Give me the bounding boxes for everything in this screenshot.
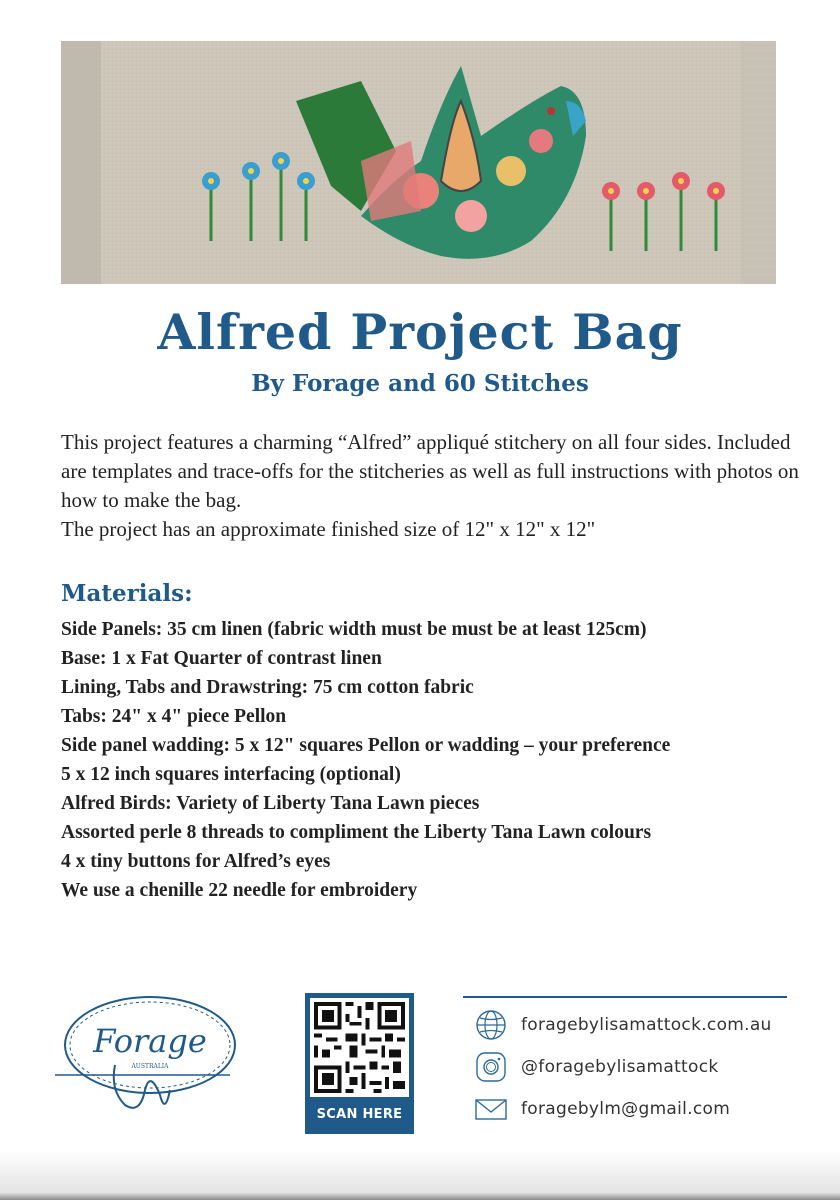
list-item: Side Panels: 35 cm linen (fabric width must be must be at least 125cm)	[61, 619, 647, 640]
list-item: We use a chenille 22 needle for embroidery	[61, 880, 418, 901]
list-item: Tabs: 24" x 4" piece Pellon	[61, 706, 287, 727]
list-item: Side panel wadding: 5 x 12" squares Pellon or wadding – your preference	[61, 735, 671, 756]
website-link[interactable]: foragebylisamattock.com.au	[521, 1015, 772, 1035]
qr-label: SCAN HERE	[316, 1107, 403, 1122]
qr-image	[310, 998, 409, 1097]
list-item: 4 x tiny buttons for Alfred’s eyes	[61, 851, 331, 872]
page-bottom-edge	[0, 1150, 840, 1200]
mail-icon	[474, 1092, 508, 1126]
materials-list	[61, 615, 821, 905]
contact-email[interactable]	[474, 1092, 804, 1126]
logo-text: Forage	[93, 1022, 207, 1060]
intro-size-line: The project has an approximate finished size of 12" x 12" x 12"	[61, 517, 596, 541]
logo-subtext: AUSTRALIA	[131, 1063, 169, 1070]
page-title: Alfred Project Bag	[157, 303, 683, 361]
list-item: Assorted perle 8 threads to compliment the Liberty Tana Lawn colours	[61, 822, 652, 843]
forage-logo	[50, 990, 250, 1120]
contact-website[interactable]	[474, 1008, 804, 1042]
page-subtitle: By Forage and 60 Stitches	[251, 370, 589, 397]
instagram-handle[interactable]: @foragebylisamattock	[521, 1057, 719, 1077]
project-photo	[61, 41, 776, 284]
globe-icon	[474, 1008, 508, 1042]
list-item: Lining, Tabs and Drawstring: 75 cm cotton fabric	[61, 677, 474, 698]
list-item: Base: 1 x Fat Quarter of contrast linen	[61, 648, 382, 669]
list-item: 5 x 12 inch squares interfacing (optional)	[61, 764, 401, 785]
materials-heading: Materials:	[61, 580, 193, 607]
contact-divider	[463, 996, 787, 998]
list-item: Alfred Birds: Variety of Liberty Tana Lawn pieces	[61, 793, 480, 814]
instagram-icon	[474, 1050, 508, 1084]
intro-text	[61, 428, 806, 544]
contact-instagram[interactable]	[474, 1050, 804, 1084]
qr-code[interactable]	[305, 993, 414, 1134]
email-link[interactable]: foragebylm@gmail.com	[521, 1099, 731, 1119]
intro-paragraph: This project features a charming “Alfred” appliqué stitchery on all four sides. Included are templates and trace-offs for the stitcheries as well as full instructions with photos on how to make the bag.	[61, 430, 799, 512]
